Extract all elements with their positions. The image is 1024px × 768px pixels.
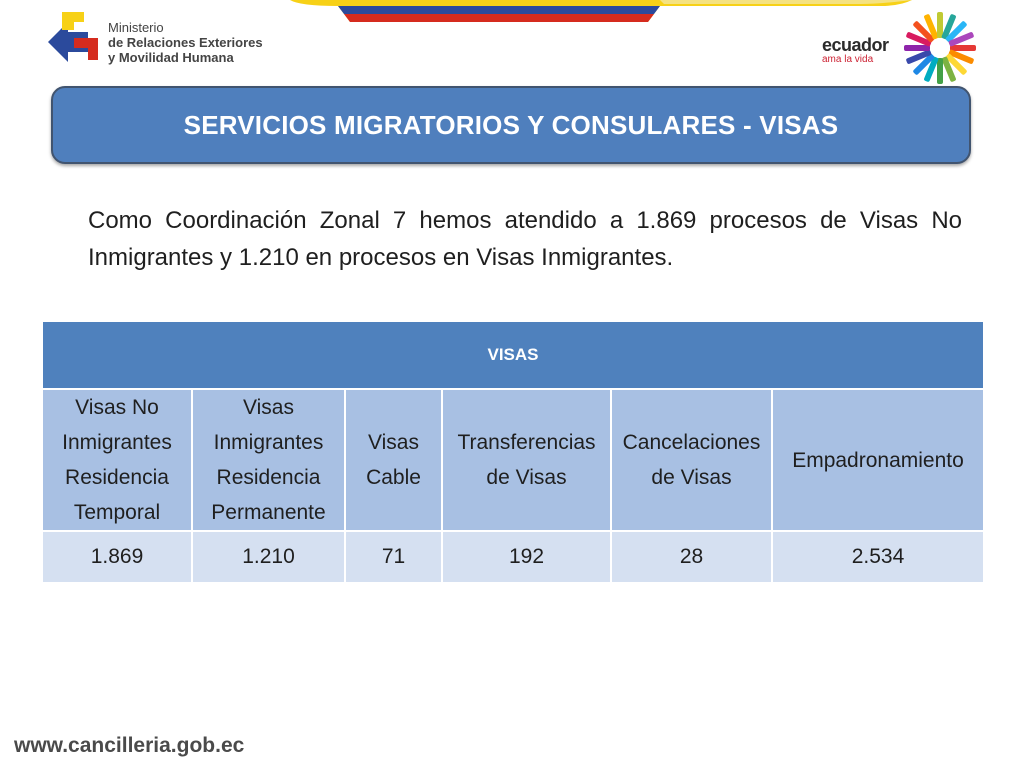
ministry-line-2: de Relaciones Exteriores	[108, 35, 263, 50]
brand-word: ecuador	[822, 35, 889, 55]
column-header: Visas Inmigrantes Residencia Permanente	[192, 389, 345, 531]
column-header: Visas Cable	[345, 389, 442, 531]
table-column-row	[42, 389, 984, 531]
table-header: VISAS	[42, 321, 984, 389]
column-header: Empadronamiento	[772, 389, 984, 531]
table-cell: 1.869	[42, 531, 192, 583]
intro-paragraph: Como Coordinación Zonal 7 hemos atendido a 1.869 procesos de Visas No Inmigrantes y 1.210 en procesos en Visas Inmigrantes.	[88, 207, 962, 271]
visas-table	[41, 320, 985, 584]
table-row	[42, 531, 984, 583]
column-header: Visas No Inmigrantes Residencia Temporal	[42, 389, 192, 531]
table-cell: 1.210	[192, 531, 345, 583]
brand-tagline: ama la vida	[822, 54, 874, 65]
table-cell: 2.534	[772, 531, 984, 583]
ministry-name	[108, 20, 263, 65]
title-banner	[51, 86, 971, 164]
page-title: SERVICIOS MIGRATORIOS Y CONSULARES - VISAS	[183, 109, 839, 140]
table-cell: 192	[442, 531, 611, 583]
ecuador-brand	[822, 36, 902, 66]
website-url: www.cancilleria.gob.ec	[14, 734, 245, 757]
ecuador-sun-icon	[900, 8, 980, 88]
ministry-line-3: y Movilidad Humana	[108, 50, 234, 65]
ministry-logo	[44, 8, 294, 72]
column-header: Cancelaciones de Visas	[611, 389, 772, 531]
table-cell: 28	[611, 531, 772, 583]
ministry-line-1: Ministerio	[108, 20, 164, 35]
table-header-row	[42, 321, 984, 389]
column-header: Transferencias de Visas	[442, 389, 611, 531]
ministry-emblem-icon	[44, 8, 104, 68]
table-cell: 71	[345, 531, 442, 583]
